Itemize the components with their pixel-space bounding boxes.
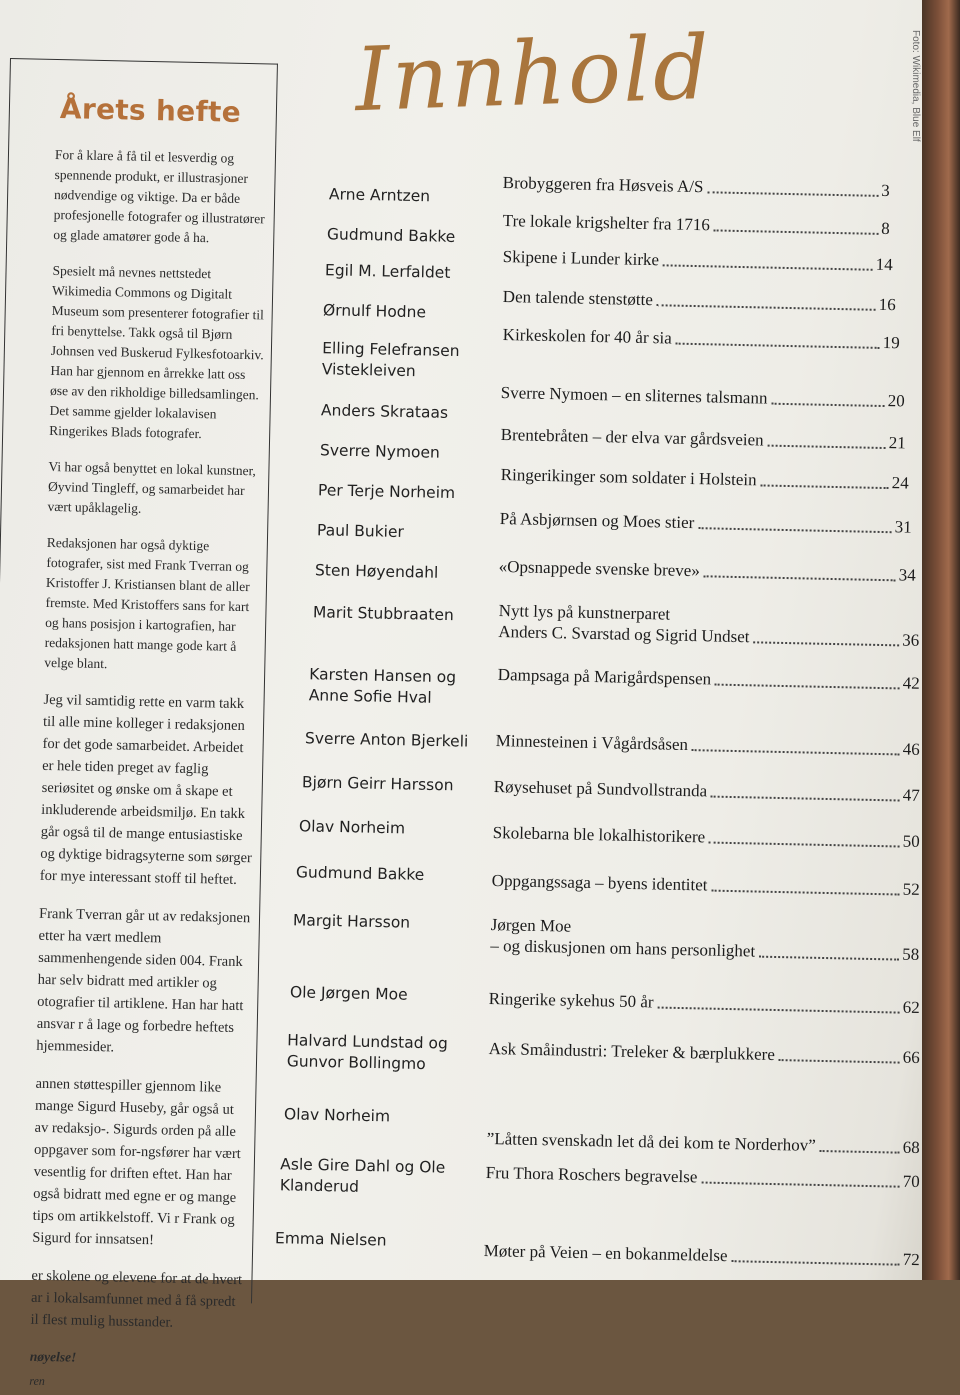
toc-author: Halvard Lundstad og Gunvor Bollingmo bbox=[286, 1031, 448, 1074]
toc-leader-dots bbox=[711, 890, 899, 896]
toc-page-number: 14 bbox=[875, 254, 893, 275]
toc-entry bbox=[501, 464, 909, 494]
toc-author: Paul Bukier bbox=[316, 521, 405, 542]
toc-title-line: Jørgen Moe bbox=[490, 914, 572, 936]
toc-entry bbox=[503, 286, 896, 315]
toc-leader-dots bbox=[663, 264, 873, 270]
toc-leader-dots bbox=[657, 1007, 899, 1014]
toc-entry bbox=[490, 914, 920, 965]
toc-author: Arne Arntzen bbox=[328, 185, 431, 206]
toc-entry bbox=[500, 508, 912, 538]
toc-title: Møter på Veien – en bokanmeldelse bbox=[483, 1240, 728, 1266]
toc-title-line: – og diskusjonen om hans personlighet bbox=[490, 935, 756, 961]
toc-entry bbox=[501, 382, 905, 411]
toc-leader-dots bbox=[709, 842, 900, 848]
toc-entry bbox=[486, 1162, 920, 1192]
toc-page-number: 68 bbox=[902, 1137, 920, 1158]
toc-entry bbox=[492, 870, 920, 900]
editorial-paragraph: er skolene og elevene for at de hvert ar i lokalsamfunnet med å få spredt il flest mulig husstander. bbox=[30, 1267, 243, 1331]
toc-title: ”Låtten svenskadn let då dei kom te Norderhov” bbox=[486, 1128, 816, 1155]
toc-title: Den talende stenstøtte bbox=[502, 286, 654, 310]
toc-leader-dots bbox=[767, 445, 885, 449]
toc-page-number: 47 bbox=[902, 785, 920, 805]
toc-leader-dots bbox=[731, 1260, 899, 1266]
toc-author: Emma Nielsen bbox=[274, 1229, 387, 1250]
editorial-paragraph: Spesielt må nevnes nettstedet Wikimedia Commons og Digitalt Museum som presenterer fotografier til fri benyttelse. Takk også til Bjørn Johnsen ved Buskerud Fylkesfotoarkiv. Han har gjennom en årrekke latt oss øse av den rikholdige billedsamlingen. Det samme gjelder lokalavisen Ringerikes Blads fotografer. bbox=[49, 262, 265, 442]
toc-title: Oppgangssaga – byens identitet bbox=[491, 870, 708, 895]
toc-author: Per Terje Norheim bbox=[317, 481, 456, 503]
toc-author: Sten Høyendahl bbox=[314, 561, 439, 582]
toc-title: Brentebråten – der elva var gårdsveien bbox=[500, 424, 764, 450]
toc-author: Egil M. Lerfaldet bbox=[324, 261, 451, 282]
toc-title: Ringerikinger som soldater i Holstein bbox=[500, 464, 757, 490]
toc-author: Sverre Anton Bjerkeli bbox=[304, 729, 469, 751]
toc-author: Margit Harsson bbox=[292, 911, 411, 932]
toc-leader-dots bbox=[753, 641, 899, 646]
toc-title: På Asbjørnsen og Moes stier bbox=[499, 508, 695, 533]
toc-entry bbox=[487, 1128, 920, 1158]
editorial-signature: ren bbox=[29, 1373, 46, 1389]
toc-leader-dots bbox=[698, 527, 891, 533]
toc-author: Olav Norheim bbox=[283, 1105, 391, 1126]
toc-page-number: 70 bbox=[902, 1171, 920, 1192]
toc-title-line: Anders C. Svarstad og Sigrid Undset bbox=[498, 621, 750, 647]
toc-author: Asle Gire Dahl og Ole Klanderud bbox=[279, 1155, 446, 1196]
toc-leader-dots bbox=[676, 343, 880, 349]
toc-entry bbox=[498, 664, 920, 694]
toc-page-number: 52 bbox=[902, 879, 920, 899]
toc-leader-dots bbox=[759, 956, 899, 961]
page-title: Innhold bbox=[353, 15, 713, 132]
editorial-heading: Årets hefte bbox=[59, 92, 242, 129]
editorial-paragraph: Jeg vil samtidig rette en varm takk til alle mine kolleger i redaksjonen for det gode samarbeidet. Arbeidet er hele tiden preget av faglig seriøsitet og ønske om å skape et inkluderende arbeidsmiljø. En takk går også til de mange entusiastiske og dyktige bidragsyterne som sørger for mye interessant stoff til heftet. bbox=[39, 691, 253, 888]
toc-author: Bjørn Geirr Harsson bbox=[301, 773, 454, 795]
toc-title: Brobyggeren fra Høsveis A/S bbox=[502, 172, 704, 197]
toc-title: «Opsnappede svenske breve» bbox=[498, 556, 701, 581]
editorial-paragraph: Frank Tverran går ut av redaksjonen etter ha vært medlem sammenhengende siden 004. Frank har selv bidratt med artikler og otografier til artiklene. Han har hatt ansvar r å lage og forbedre heftets hjemmesider. bbox=[36, 905, 251, 1056]
toc-page-number: 8 bbox=[880, 218, 890, 239]
toc-leader-dots bbox=[771, 403, 884, 407]
toc-title: Kirkeskolen for 40 år sia bbox=[502, 324, 672, 348]
toc-title bbox=[490, 914, 756, 962]
editorial-paragraph: Vi har også benyttet en lokal kunstner, Øyvind Tingleff, og samarbeidet har vært upåklagelig. bbox=[47, 458, 257, 516]
toc-title: Sverre Nymoen – en sliternes talsmann bbox=[500, 382, 768, 408]
toc-entry bbox=[489, 988, 920, 1018]
toc-entry bbox=[503, 172, 890, 201]
editorial-paragraph: Redaksjonen har også dyktige fotografer, sist med Frank Tverran og Kristoffer J. Kristiansen blant de aller fremste. Med Kristoffers sans for kart og hans posisjon i kartografien, har redaksjonen hatt mange gode kart å velge blant. bbox=[44, 534, 250, 672]
toc-page-number: 31 bbox=[894, 517, 912, 537]
toc-author: Marit Stubbraaten bbox=[312, 603, 454, 625]
editorial-closing: nøyelse! bbox=[29, 1348, 77, 1365]
editorial-paragraph: annen støttespiller gjennom like mange Sigurd Huseby, går også ut av redaksjo-. Sigurds orden på alle oppgaver som for-ngsfører har vært vesentlig for driften eftet. Han har også bidratt med egne er og mange tips om artikkelstoff. Vi r Frank og Sigurd for innsatsen! bbox=[32, 1075, 241, 1249]
toc-leader-dots bbox=[701, 1182, 899, 1188]
toc-entry bbox=[493, 822, 920, 852]
toc-author: Gudmund Bakke bbox=[295, 863, 425, 884]
toc-entry bbox=[494, 776, 920, 806]
toc-page-number: 46 bbox=[902, 739, 920, 759]
toc-entry bbox=[499, 556, 916, 586]
toc-page-number: 66 bbox=[902, 1047, 920, 1068]
toc-title: Røysehuset på Sundvollstranda bbox=[493, 776, 708, 801]
editorial-paragraph: For å klare å få til et lesverdig og spennende produkt, er illustrasjoner nødvendige og viktige. Da er både profesjonelle fotografer og illustratører og glade amatører gode å ha. bbox=[53, 146, 265, 246]
toc-page-number: 72 bbox=[902, 1249, 920, 1270]
toc-page-number: 36 bbox=[902, 630, 920, 650]
toc-page-number: 19 bbox=[882, 332, 900, 353]
toc-author: Ørnulf Hodne bbox=[322, 301, 427, 322]
toc-author: Karsten Hansen og Anne Sofie Hval bbox=[308, 665, 457, 707]
toc-page-number: 24 bbox=[891, 473, 909, 493]
toc-leader-dots bbox=[707, 191, 878, 197]
toc-author: Ole Jørgen Moe bbox=[289, 983, 408, 1004]
facing-page-edge bbox=[922, 0, 960, 1280]
toc-entry bbox=[503, 210, 890, 239]
toc-entry bbox=[503, 324, 900, 353]
toc-author: Gudmund Bakke bbox=[326, 225, 456, 246]
toc-author: Sverre Nymoen bbox=[319, 441, 441, 462]
toc-entry bbox=[501, 424, 906, 453]
toc-title: Fru Thora Roschers begravelse bbox=[485, 1162, 698, 1187]
toc-title: Skipene i Lunder kirke bbox=[502, 246, 660, 270]
toc-title-line: Nytt lys på kunstnerparet bbox=[498, 600, 671, 624]
toc-author: Elling Felefransen Vistekleiven bbox=[321, 339, 460, 381]
toc-page-number: 3 bbox=[880, 180, 890, 201]
toc-page-number: 42 bbox=[902, 673, 920, 693]
toc-leader-dots bbox=[704, 575, 896, 581]
toc-entry bbox=[503, 246, 893, 275]
toc-leader-dots bbox=[779, 1059, 900, 1064]
toc-title: Ask Småindustri: Treleker & bærplukkere bbox=[488, 1038, 776, 1064]
toc-entry bbox=[489, 1038, 920, 1068]
toc-title: Minnesteinen i Vågårdsåsen bbox=[495, 730, 689, 755]
toc-page-number: 58 bbox=[902, 944, 920, 964]
toc-leader-dots bbox=[760, 484, 888, 489]
toc-leader-dots bbox=[714, 229, 878, 234]
toc-page-number: 34 bbox=[898, 565, 916, 585]
toc-leader-dots bbox=[715, 684, 900, 690]
toc-title: Dampsaga på Marigårdspensen bbox=[497, 664, 712, 689]
photo-credit: Foto: Wikimedia, Blue Elf bbox=[910, 30, 921, 142]
toc-title: Ringerike sykehus 50 år bbox=[488, 988, 654, 1012]
toc-title: Skolebarna ble lokalhistorikere bbox=[492, 822, 706, 847]
toc-page-number: 62 bbox=[902, 997, 920, 1018]
toc-page-number: 50 bbox=[902, 831, 920, 851]
toc-page-number: 20 bbox=[887, 391, 905, 411]
toc-author: Anders Skrataas bbox=[320, 401, 449, 422]
toc-leader-dots bbox=[820, 1150, 900, 1154]
toc-entry bbox=[496, 730, 920, 760]
toc-title: Tre lokale krigshelter fra 1716 bbox=[502, 210, 711, 235]
toc-leader-dots bbox=[692, 749, 900, 755]
toc-entry bbox=[484, 1240, 920, 1270]
toc-leader-dots bbox=[657, 304, 876, 311]
toc-entry bbox=[498, 600, 920, 651]
toc-author: Olav Norheim bbox=[298, 817, 406, 838]
toc-page-number: 21 bbox=[888, 433, 906, 453]
toc-leader-dots bbox=[711, 796, 900, 802]
toc-page-number: 16 bbox=[878, 294, 896, 315]
toc-title bbox=[498, 600, 750, 647]
